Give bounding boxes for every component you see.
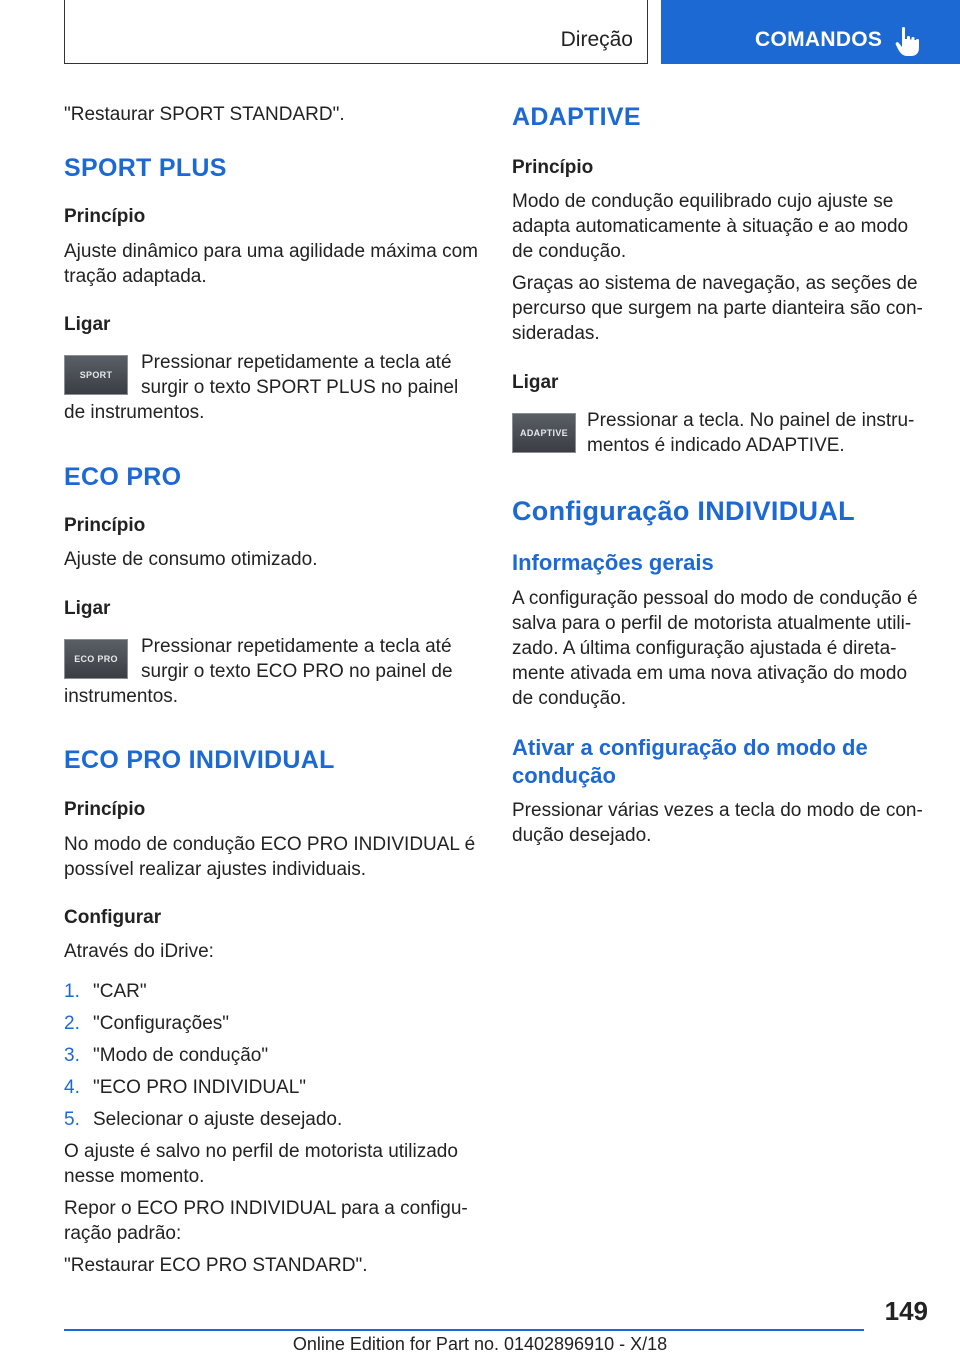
sport-plus-instruction: de instrumentos. <box>64 402 205 423</box>
adaptive-principle-line: adapta automaticamente à situação e ao modo <box>512 216 909 237</box>
adaptive-nav-line: percurso que surgem na parte dianteira são con- <box>512 298 923 319</box>
sport-plus-title: SPORT PLUS <box>64 154 227 182</box>
activate-heading: condução <box>512 763 616 788</box>
sport-plus-principle-line: Ajuste dinâmico para uma agilidade máxima com <box>64 241 478 262</box>
footer-divider <box>64 1329 864 1331</box>
step-number: 3. <box>64 1045 80 1066</box>
eco-pro-individual-principle-line: possível realizar ajustes individuais. <box>64 859 367 880</box>
adaptive-principle-line: Modo de condução equilibrado cujo ajuste se <box>512 191 894 212</box>
adaptive-principle-line: de condução. <box>512 241 627 262</box>
general-info-line: A configuração pessoal do modo de condução é <box>512 588 918 609</box>
adaptive-nav-line: sideradas. <box>512 323 600 344</box>
via-idrive-text: Através do iDrive: <box>64 941 214 962</box>
configure-heading: Configurar <box>64 907 162 928</box>
pointing-hand-icon <box>895 26 921 56</box>
chapter-tab-label: COMANDOS <box>755 28 883 51</box>
footer-edition: Online Edition for Part no. 01402896910 - X/18 <box>292 1334 668 1354</box>
header-section-box <box>64 0 648 64</box>
general-info-heading: Informações gerais <box>512 550 714 575</box>
eco-pro-title: ECO PRO <box>64 463 182 491</box>
saved-text: O ajuste é salvo no perfil de motorista utilizado <box>64 1141 458 1162</box>
step-text: "CAR" <box>93 981 147 1002</box>
eco-pro-on-heading: Ligar <box>64 598 111 619</box>
restore-text: "Restaurar ECO PRO STANDARD". <box>64 1255 368 1276</box>
step-text: Selecionar o ajuste desejado. <box>93 1109 343 1130</box>
step-number: 2. <box>64 1013 80 1034</box>
general-info-line: de condução. <box>512 688 627 709</box>
adaptive-nav-line: Graças ao sistema de navegação, as seções de <box>512 273 918 294</box>
eco-pro-principle-line: Ajuste de consumo otimizado. <box>64 549 318 570</box>
section-title: Direção <box>560 28 633 51</box>
adaptive-on-heading: Ligar <box>512 372 559 393</box>
sport-plus-instruction: Pressionar repetidamente a tecla até <box>141 352 452 373</box>
eco-pro-instruction: instrumentos. <box>64 686 179 707</box>
general-info-line: zado. A última configuração ajustada é direta- <box>512 638 897 659</box>
eco-pro-individual-title: ECO PRO INDIVIDUAL <box>64 746 335 774</box>
activate-heading: Ativar a configuração do modo de <box>512 735 868 760</box>
sport-plus-principle-heading: Princípio <box>64 206 146 227</box>
reset-text: Repor o ECO PRO INDIVIDUAL para a configu- <box>64 1198 468 1219</box>
individual-title: Configuração INDIVIDUAL <box>512 496 855 526</box>
general-info-line: mente ativada em uma nova ativação do modo <box>512 663 908 684</box>
step-number: 4. <box>64 1077 80 1098</box>
chapter-tab[interactable] <box>661 0 960 64</box>
adaptive-instruction: mentos é indicado ADAPTIVE. <box>587 435 845 456</box>
list-item <box>64 1011 229 1036</box>
eco-pro-principle-heading: Princípio <box>64 515 146 536</box>
list-item <box>64 1107 342 1132</box>
eco-pro-instruction: surgir o texto ECO PRO no painel de <box>141 661 453 682</box>
eco-pro-individual-principle-heading: Princípio <box>64 799 146 820</box>
step-number: 1. <box>64 981 80 1002</box>
activate-line: Pressionar várias vezes a tecla do modo de con- <box>512 800 923 821</box>
list-item <box>64 1075 306 1100</box>
saved-text: nesse momento. <box>64 1166 205 1187</box>
eco-pro-individual-principle-line: No modo de condução ECO PRO INDIVIDUAL é <box>64 834 476 855</box>
step-text: "Modo de condução" <box>93 1045 269 1066</box>
eco-pro-instruction: Pressionar repetidamente a tecla até <box>141 636 452 657</box>
reset-text: ração padrão: <box>64 1223 182 1244</box>
sport-plus-on-heading: Ligar <box>64 314 111 335</box>
adaptive-principle-heading: Princípio <box>512 157 594 178</box>
general-info-line: salva para o perfil de motorista atualmente utili- <box>512 613 912 634</box>
eco-pro-button-image: ECO PRO <box>64 639 128 679</box>
step-number: 5. <box>64 1109 80 1130</box>
adaptive-title: ADAPTIVE <box>512 103 641 131</box>
step-text: "Configurações" <box>93 1013 230 1034</box>
adaptive-instruction: Pressionar a tecla. No painel de instru- <box>587 410 915 431</box>
intro-text: "Restaurar SPORT STANDARD". <box>64 104 345 125</box>
activate-line: dução desejado. <box>512 825 652 846</box>
adaptive-button-image: ADAPTIVE <box>512 413 576 453</box>
page-number: 149 <box>884 1296 928 1326</box>
sport-plus-instruction: surgir o texto SPORT PLUS no painel <box>141 377 459 398</box>
step-text: "ECO PRO INDIVIDUAL" <box>93 1077 307 1098</box>
sport-plus-principle-line: tração adaptada. <box>64 266 207 287</box>
list-item <box>64 1043 268 1068</box>
sport-button-image: SPORT <box>64 355 128 395</box>
list-item <box>64 979 147 1004</box>
